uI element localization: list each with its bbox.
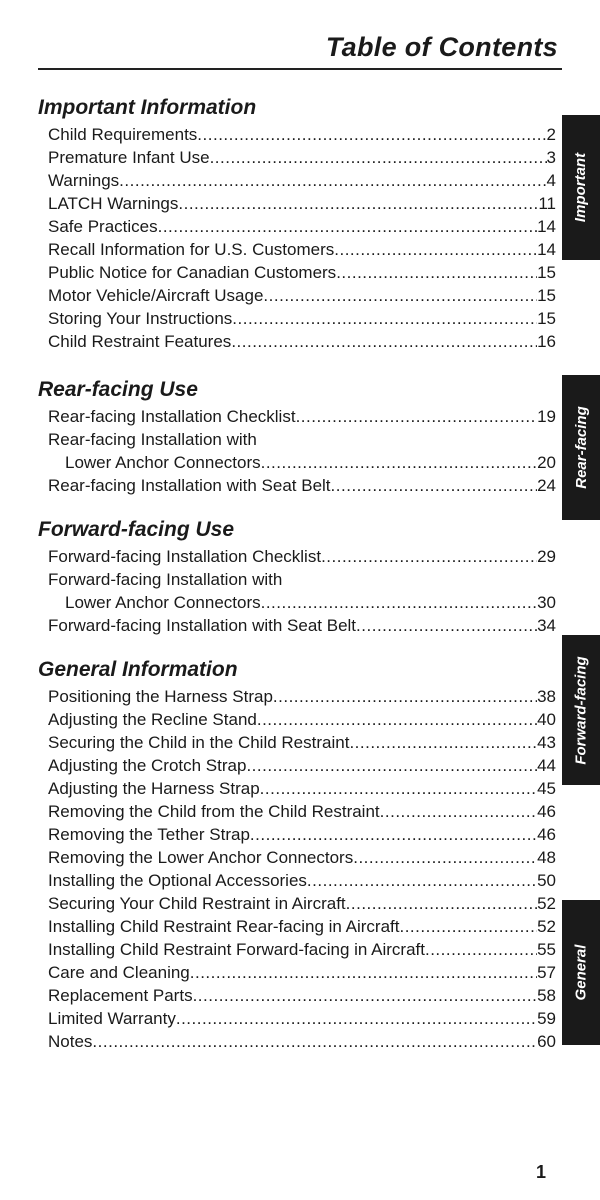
toc-entry[interactable] <box>48 238 556 261</box>
toc-entry-page: 60 <box>537 1032 556 1051</box>
toc-entry-page: 43 <box>537 733 556 752</box>
toc-entry-label: Installing Child Restraint Rear-facing in Aircraft <box>48 917 400 936</box>
toc-entry[interactable] <box>48 685 556 708</box>
toc-entry-label: Adjusting the Crotch Strap <box>48 756 247 775</box>
toc-entry[interactable] <box>48 984 556 1007</box>
dot-leader <box>263 284 537 307</box>
toc-entry-page: 3 <box>546 148 556 167</box>
section-rear-facing-use <box>38 375 556 497</box>
dot-leader <box>336 261 537 284</box>
toc-entry-page: 15 <box>537 309 556 328</box>
side-tab-forward-facing[interactable] <box>562 635 600 785</box>
dot-leader <box>246 754 537 777</box>
dot-leader <box>231 330 537 353</box>
toc-entry-page: 16 <box>537 332 556 351</box>
toc-entry-label: Adjusting the Harness Strap <box>48 779 260 798</box>
toc-entry-page: 4 <box>546 171 556 190</box>
dot-leader <box>119 169 546 192</box>
toc-entry-page: 15 <box>537 286 556 305</box>
toc-entry-page: 30 <box>537 593 556 612</box>
dot-leader <box>197 123 546 146</box>
toc-entry-label: Premature Infant Use <box>48 148 210 167</box>
side-tab-rear-facing[interactable] <box>562 375 600 520</box>
toc-entry-page: 2 <box>546 125 556 144</box>
toc-entry[interactable] <box>48 284 556 307</box>
dot-leader <box>425 938 537 961</box>
dot-leader <box>190 961 537 984</box>
section-forward-facing-use <box>38 515 556 637</box>
toc-entry[interactable] <box>48 330 556 353</box>
toc-entry-page: 52 <box>537 917 556 936</box>
toc-entry-label: Notes <box>48 1032 93 1051</box>
toc-entry-page: 50 <box>537 871 556 890</box>
toc-entry-label: Warnings <box>48 171 120 190</box>
toc-entry[interactable] <box>48 938 556 961</box>
toc-entry-label: LATCH Warnings <box>48 194 179 213</box>
toc-entry-label: Forward-facing Installation with <box>48 570 283 589</box>
toc-entry[interactable] <box>48 545 556 568</box>
toc-entry-label: Motor Vehicle/Aircraft Usage <box>48 286 264 305</box>
dot-leader <box>260 777 537 800</box>
toc-entry-label: Replacement Parts <box>48 986 193 1005</box>
toc-entry-label: Removing the Child from the Child Restraint <box>48 802 380 821</box>
dot-leader <box>92 1030 537 1053</box>
toc-entry-label: Child Restraint Features <box>48 332 232 351</box>
toc-entry-page: 19 <box>537 407 556 426</box>
toc-entry-page: 46 <box>537 825 556 844</box>
dot-leader <box>331 474 538 497</box>
section-heading: Forward-facing Use <box>38 518 235 541</box>
toc-entry[interactable] <box>48 307 556 330</box>
dot-leader <box>296 405 538 428</box>
toc-entry[interactable] <box>48 169 556 192</box>
toc-entry-label: Securing Your Child Restraint in Aircraft <box>48 894 346 913</box>
toc-entry-page: 34 <box>537 616 556 635</box>
dot-leader <box>176 1007 537 1030</box>
toc-entry[interactable] <box>48 123 556 146</box>
dot-leader <box>261 451 537 474</box>
dot-leader <box>178 192 538 215</box>
toc-entry-label: Forward-facing Installation with Seat Belt <box>48 616 357 635</box>
toc-entry-label: Adjusting the Recline Stand <box>48 710 257 729</box>
toc-entry-page: 20 <box>537 453 556 472</box>
toc-entry-page: 48 <box>537 848 556 867</box>
dot-leader <box>334 238 537 261</box>
toc-entry[interactable] <box>48 568 556 591</box>
section-heading: Important Information <box>38 96 257 119</box>
toc-entry[interactable] <box>48 1030 556 1053</box>
toc-entry[interactable] <box>48 192 556 215</box>
side-tab-label: General <box>572 944 590 1001</box>
toc-entry[interactable] <box>48 961 556 984</box>
toc-entry[interactable] <box>48 731 556 754</box>
side-tab-label: Forward-facing <box>572 655 590 765</box>
toc-entry[interactable] <box>48 215 556 238</box>
toc-entry-label: Positioning the Harness Strap <box>48 687 273 706</box>
toc-entry-page: 44 <box>537 756 556 775</box>
dot-leader <box>261 591 537 614</box>
toc-entry[interactable] <box>48 614 556 637</box>
toc-entry[interactable] <box>48 474 556 497</box>
page-title: Table of Contents <box>325 32 558 62</box>
toc-entry-label: Lower Anchor Connectors <box>65 453 261 472</box>
toc-entry-label: Storing Your Instructions <box>48 309 233 328</box>
dot-leader <box>273 685 537 708</box>
section-general-information <box>38 655 556 1053</box>
toc-entry-label: Lower Anchor Connectors <box>65 593 261 612</box>
toc-entry[interactable] <box>48 754 556 777</box>
toc-entry-page: 14 <box>537 240 556 259</box>
dot-leader <box>356 614 537 637</box>
dot-leader <box>307 869 537 892</box>
toc-entry-page: 59 <box>537 1009 556 1028</box>
toc-entry-page: 55 <box>537 940 556 959</box>
toc-entry[interactable] <box>48 777 556 800</box>
toc-entry[interactable] <box>48 846 556 869</box>
toc-entry-label: Rear-facing Installation with <box>48 430 257 449</box>
toc-entry-label: Public Notice for Canadian Customers <box>48 263 337 282</box>
toc-entry[interactable] <box>48 708 556 731</box>
toc-entry-page: 11 <box>538 194 556 213</box>
side-tab-label: Important <box>572 152 590 223</box>
dot-leader <box>257 708 537 731</box>
dot-leader <box>346 892 537 915</box>
section-important-information <box>38 93 556 353</box>
dot-leader <box>210 146 547 169</box>
toc-entry-page: 58 <box>537 986 556 1005</box>
toc-entry-label: Installing Child Restraint Forward-facing in Aircraft <box>48 940 425 959</box>
toc-entry[interactable] <box>48 915 556 938</box>
toc-entry[interactable] <box>48 428 556 451</box>
toc-entry-page: 29 <box>537 547 556 566</box>
side-tab-general[interactable] <box>562 900 600 1045</box>
toc-entry-page: 24 <box>537 476 556 495</box>
toc-entry-label: Care and Cleaning <box>48 963 190 982</box>
toc-entry-label: Rear-facing Installation with Seat Belt <box>48 476 331 495</box>
toc-entry-page: 40 <box>537 710 556 729</box>
toc-entry-page: 52 <box>537 894 556 913</box>
toc-entry[interactable] <box>48 892 556 915</box>
toc-entry-label: Rear-facing Installation Checklist <box>48 407 296 426</box>
dot-leader <box>232 307 537 330</box>
side-tab-important[interactable] <box>562 115 600 260</box>
toc-entry[interactable] <box>48 146 556 169</box>
dot-leader <box>353 846 537 869</box>
dot-leader <box>349 731 537 754</box>
title-rule <box>38 68 562 70</box>
toc-entry-label: Removing the Lower Anchor Connectors <box>48 848 354 867</box>
section-heading: General Information <box>38 658 238 681</box>
toc-entry[interactable] <box>65 591 556 614</box>
toc-entry[interactable] <box>48 823 556 846</box>
toc-entry[interactable] <box>48 1007 556 1030</box>
toc-entry-label: Removing the Tether Strap <box>48 825 250 844</box>
toc-entry[interactable] <box>48 869 556 892</box>
toc-entry-label: Forward-facing Installation Checklist <box>48 547 322 566</box>
toc-entry[interactable] <box>48 800 556 823</box>
toc-entry-label: Safe Practices <box>48 217 158 236</box>
toc-entry-page: 38 <box>537 687 556 706</box>
dot-leader <box>380 800 537 823</box>
toc-entry-page: 46 <box>537 802 556 821</box>
toc-entry-page: 15 <box>537 263 556 282</box>
toc-entry-label: Recall Information for U.S. Customers <box>48 240 335 259</box>
section-heading: Rear-facing Use <box>38 378 198 401</box>
toc-entry-label: Limited Warranty <box>48 1009 176 1028</box>
dot-leader <box>158 215 537 238</box>
dot-leader <box>321 545 537 568</box>
toc-entry[interactable] <box>65 451 556 474</box>
dot-leader <box>399 915 537 938</box>
toc-entry-label: Installing the Optional Accessories <box>48 871 307 890</box>
toc-entry[interactable] <box>48 405 556 428</box>
toc-entry[interactable] <box>48 261 556 284</box>
side-tab-label: Rear-facing <box>572 406 590 489</box>
dot-leader <box>250 823 537 846</box>
page-number: 1 <box>536 1162 547 1182</box>
toc-entry-label: Securing the Child in the Child Restraint <box>48 733 350 752</box>
toc-entry-label: Child Requirements <box>48 125 198 144</box>
dot-leader <box>193 984 538 1007</box>
toc-entry-page: 45 <box>537 779 556 798</box>
toc-entry-page: 14 <box>537 217 556 236</box>
toc-entry-page: 57 <box>537 963 556 982</box>
